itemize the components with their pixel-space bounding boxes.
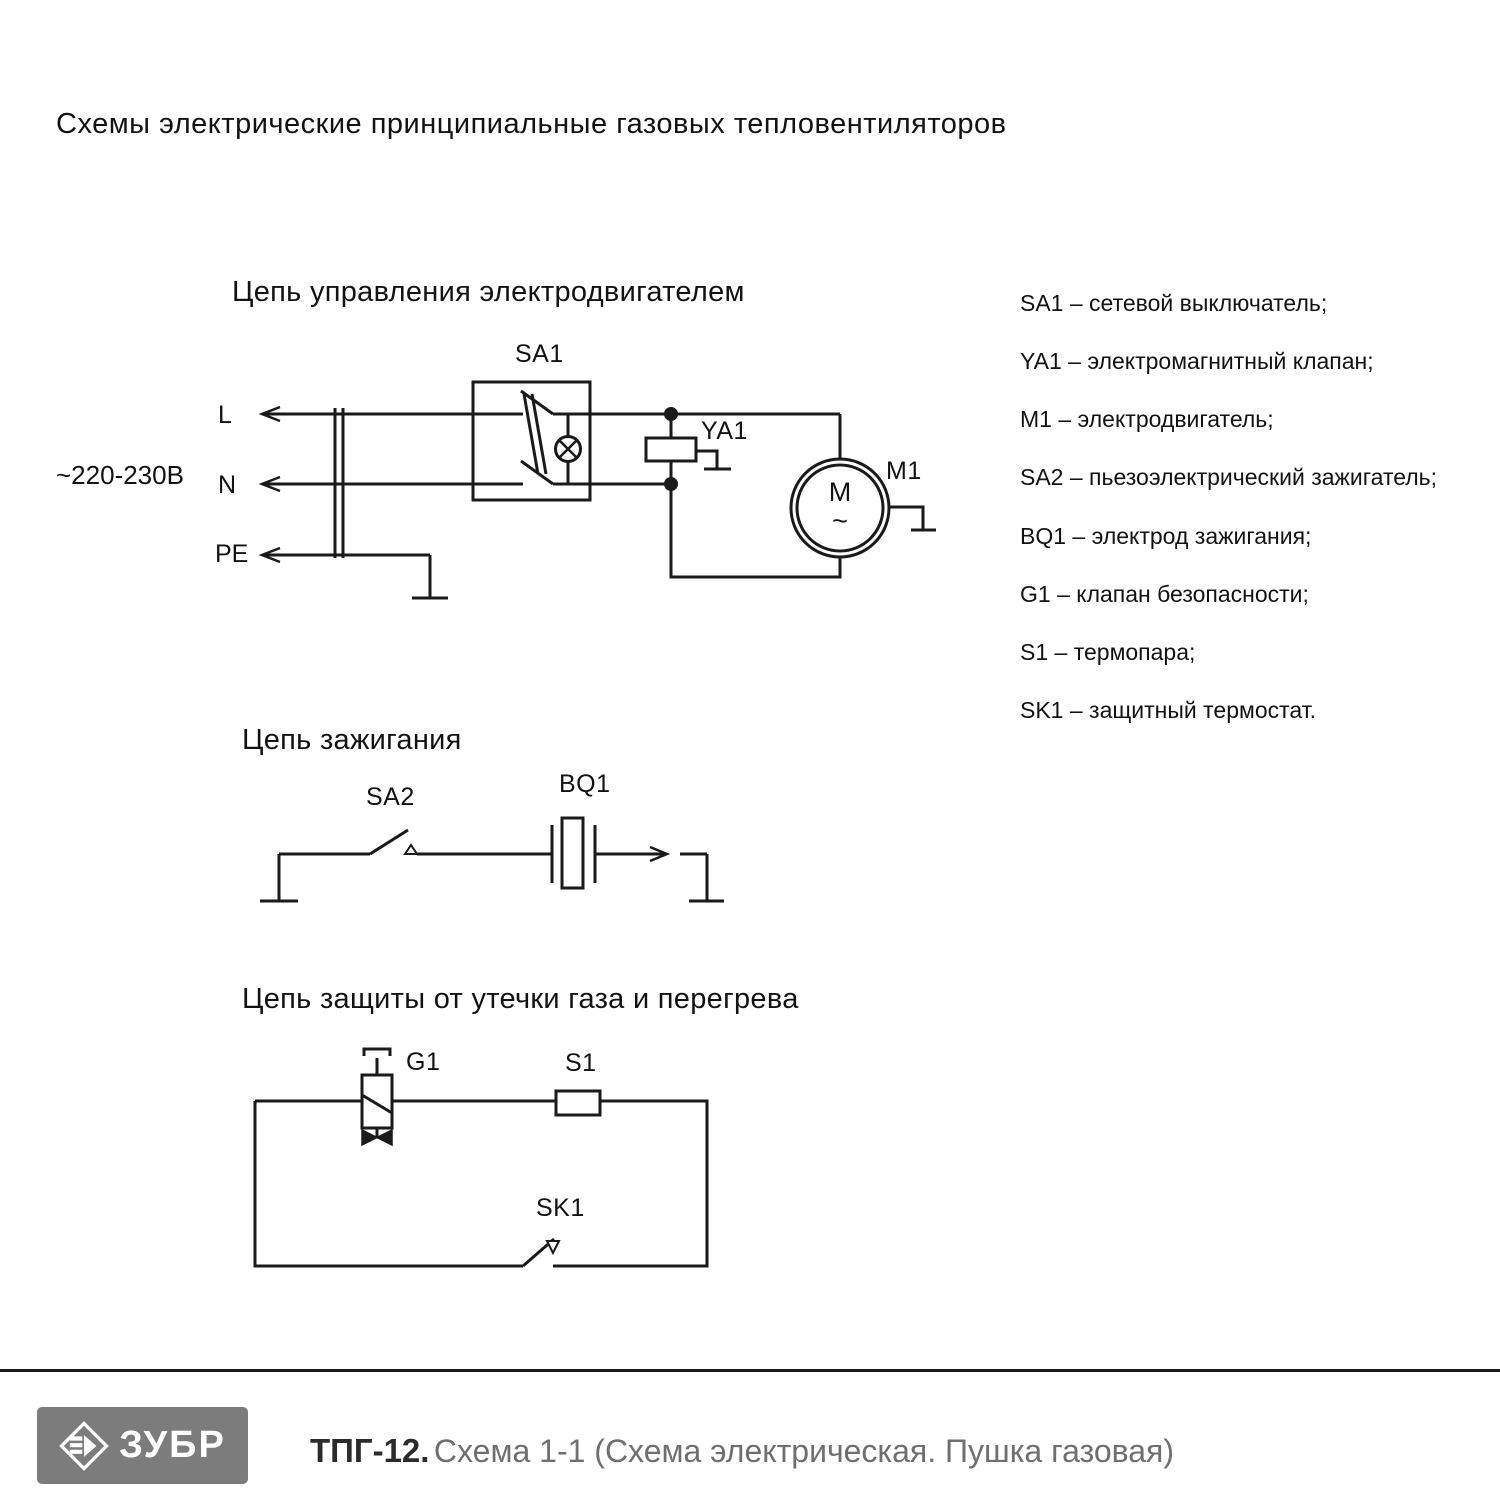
- pe-ground-icon: [412, 555, 448, 598]
- ya1-label: YA1: [701, 417, 748, 445]
- legend-item: SA1 – сетевой выключатель;: [1020, 290, 1328, 316]
- sa1-switch-symbol: [473, 382, 590, 500]
- legend-item: M1 – электродвигатель;: [1020, 406, 1274, 432]
- brand-name: ЗУБР: [119, 1424, 226, 1466]
- footer-caption: [310, 1432, 1174, 1470]
- motor-ground-icon: [888, 507, 936, 530]
- legend-item: BQ1 – электрод зажигания;: [1020, 523, 1312, 549]
- terminal-PE-label: PE: [215, 540, 249, 568]
- brand-logo: [37, 1407, 248, 1484]
- sa2-label: SA2: [366, 783, 415, 811]
- g1-label: G1: [406, 1048, 441, 1076]
- junction-dot: [666, 479, 677, 490]
- terminal-N-label: N: [218, 471, 237, 499]
- s1-label: S1: [565, 1049, 597, 1077]
- sa2-blade: [370, 830, 408, 854]
- ignition-circuit-diagram: [260, 818, 724, 901]
- left-ground-icon: [260, 854, 298, 901]
- legend-item: SA2 – пьезоэлектрический зажигатель;: [1020, 464, 1438, 490]
- schema-description: Схема 1-1 (Схема электрическая. Пушка газовая): [433, 1433, 1175, 1469]
- m1-label: M1: [886, 457, 922, 485]
- supply-voltage-label: ~220-230В: [56, 460, 184, 490]
- page-title: Схемы электрические принципиальные газовых тепловентиляторов: [56, 108, 1007, 140]
- right-ground-icon: [689, 854, 724, 901]
- loop-wires: [255, 1101, 707, 1266]
- bq1-label: BQ1: [559, 770, 611, 798]
- bq1-electrode-icon: [552, 818, 595, 888]
- sk1-thermostat-icon: [523, 1239, 559, 1266]
- legend-item: G1 – клапан безопасности;: [1020, 581, 1309, 607]
- g1-valve-bowtie-left: [362, 1130, 377, 1145]
- motor-ac-symbol: ~: [832, 506, 848, 536]
- g1-valve-bowtie-right: [377, 1130, 392, 1145]
- bq1-body: [562, 818, 583, 888]
- ignition-circuit-title: Цепь зажигания: [242, 724, 462, 756]
- indicator-lamp-icon: [556, 437, 581, 462]
- sa2-switch-icon: [370, 830, 417, 854]
- s1-thermocouple-icon: [556, 1091, 600, 1115]
- footer-divider: [0, 1369, 1500, 1372]
- protection-circuit-diagram: [255, 1049, 707, 1266]
- motor-letter-M: M: [828, 477, 852, 507]
- g1-body: [362, 1075, 392, 1128]
- brand-diamond-icon: [59, 1421, 109, 1471]
- legend-item: S1 – термопара;: [1020, 639, 1196, 665]
- protection-circuit-title: Цепь защиты от утечки газа и перегрева: [242, 983, 799, 1015]
- legend-item: YA1 – электромагнитный клапан;: [1020, 348, 1374, 374]
- sa2-contact-triangle: [405, 845, 417, 854]
- motor-control-circuit-title: Цепь управления электродвигателем: [232, 276, 745, 308]
- ya1-ground-icon: [696, 451, 731, 469]
- legend-item: SK1 – защитный термостат.: [1020, 697, 1317, 723]
- g1-valve-icon: [362, 1049, 392, 1145]
- sk1-thermal-triangle: [547, 1241, 559, 1253]
- wires: [262, 408, 840, 577]
- g1-thermo-terminal: [364, 1049, 390, 1075]
- sk1-label: SK1: [536, 1194, 585, 1222]
- junction-dot: [666, 409, 677, 420]
- terminal-L-label: L: [218, 401, 232, 429]
- model-number: ТПГ-12.: [310, 1432, 430, 1469]
- sa1-label: SA1: [515, 340, 564, 368]
- ya1-coil-box: [646, 438, 696, 461]
- sa1-switch-contacts: [521, 391, 553, 484]
